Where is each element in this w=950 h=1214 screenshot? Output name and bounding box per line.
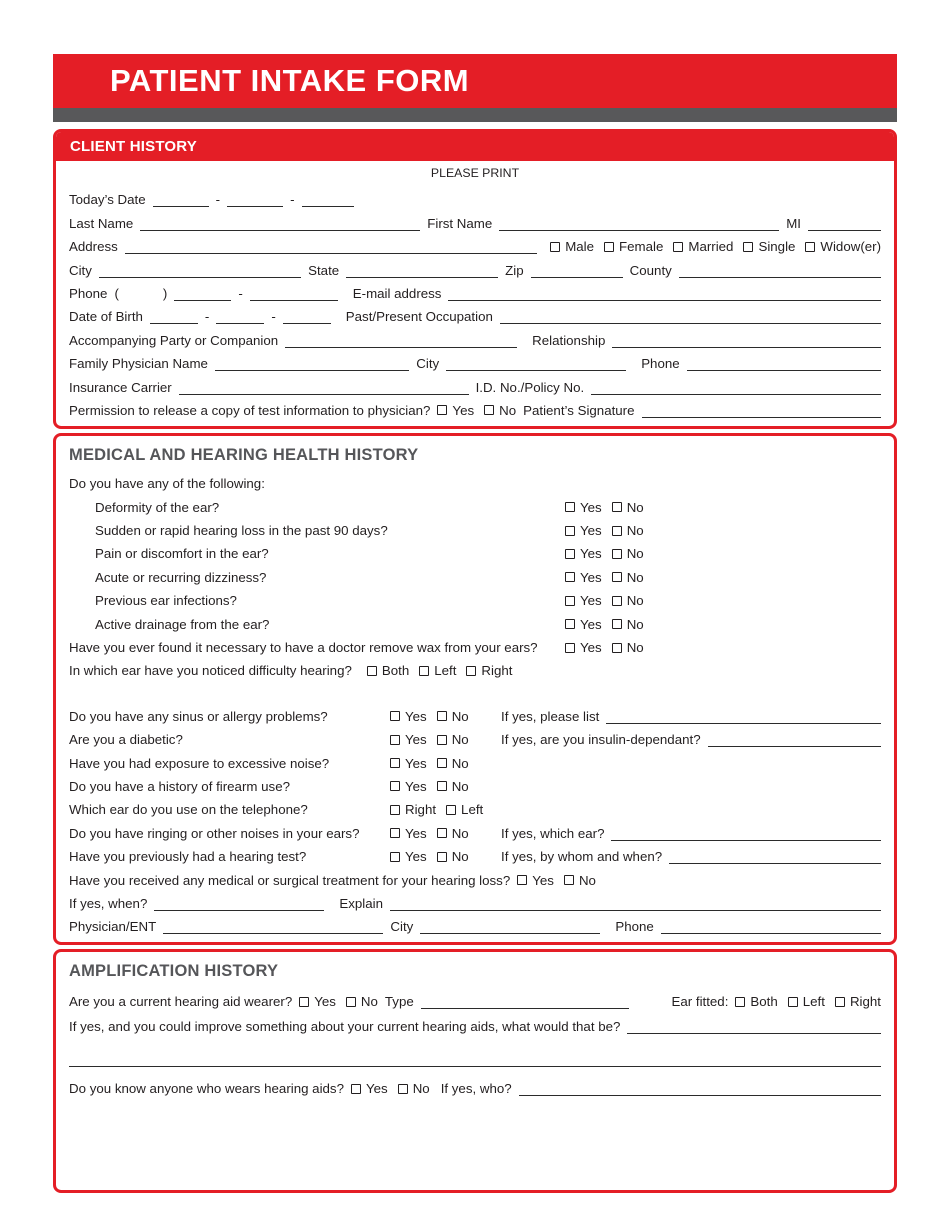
opt-label: No — [451, 755, 469, 771]
no-label: No — [626, 640, 644, 656]
county-label: County — [629, 262, 672, 278]
symptom1-no-option[interactable] — [612, 523, 644, 538]
address-label: Address — [69, 239, 118, 255]
ringing-yes-option[interactable] — [390, 826, 427, 841]
dob-day-field[interactable] — [216, 311, 264, 324]
improve-row — [69, 1009, 881, 1034]
symptom-question: Pain or discomfort in the ear? — [95, 546, 269, 562]
symptom1-yes-checkbox[interactable] — [565, 526, 575, 536]
ear-fitted-right-checkbox[interactable] — [835, 997, 845, 1007]
qa-row — [69, 700, 881, 723]
no-label: No — [626, 593, 644, 609]
first-name-label: First Name — [427, 215, 493, 231]
form-row — [69, 231, 881, 254]
marital-status-group — [550, 239, 881, 254]
improve-question: If yes, and you could improve something about your current hearing aids, what would that be? — [69, 1019, 621, 1035]
know-no-option[interactable] — [398, 1081, 430, 1096]
yes-label: Yes — [580, 593, 602, 609]
dob-label: Date of Birth — [69, 309, 143, 325]
yes-label: Yes — [580, 523, 602, 539]
followup-label: If yes, are you insulin-dependant? — [501, 732, 701, 748]
qa-question: Do you have ringing or other noises in your ears? — [69, 825, 360, 841]
mi-field[interactable] — [808, 218, 881, 231]
medical-history-content — [56, 436, 894, 942]
symptom4-no-option[interactable] — [612, 593, 644, 608]
permission-yes-checkbox[interactable] — [437, 405, 447, 415]
firearm-no-checkbox[interactable] — [437, 781, 447, 791]
phone-prefix-field[interactable] — [174, 288, 231, 301]
form-row — [69, 207, 881, 230]
yes-label: Yes — [580, 640, 602, 656]
permission-yes-option[interactable] — [437, 403, 474, 418]
dash: - — [215, 192, 221, 208]
married-label: Married — [688, 239, 734, 255]
female-checkbox[interactable] — [604, 242, 614, 252]
email-field[interactable] — [448, 288, 881, 301]
no-label: No — [360, 994, 378, 1010]
medical-history-section — [53, 433, 897, 945]
occupation-field[interactable] — [500, 311, 881, 324]
qa-question: Do you have a history of firearm use? — [69, 778, 290, 794]
dob-year-field[interactable] — [283, 311, 331, 324]
physician-phone-field[interactable] — [687, 358, 881, 371]
permission-no-checkbox[interactable] — [484, 405, 494, 415]
paren-close: ) — [162, 285, 168, 301]
symptom5-no-checkbox[interactable] — [612, 619, 622, 629]
by-whom-field[interactable] — [669, 851, 881, 864]
explain-field[interactable] — [390, 898, 881, 911]
explain-label: Explain — [339, 895, 383, 911]
no-label: No — [626, 569, 644, 585]
opt-label: Right — [405, 802, 437, 818]
ent-phone-field[interactable] — [661, 921, 881, 934]
symptom1-no-checkbox[interactable] — [612, 526, 622, 536]
title-underline-bar — [53, 108, 897, 122]
yes-label: Yes — [580, 499, 602, 515]
form-row — [69, 278, 881, 301]
qa-row — [69, 794, 881, 817]
symptom-question: Acute or recurring dizziness? — [95, 569, 267, 585]
telephone-left-option[interactable] — [446, 802, 483, 817]
firearm-yes-option[interactable] — [390, 779, 427, 794]
hearing-test-yes-checkbox[interactable] — [390, 852, 400, 862]
qa-row — [69, 817, 881, 840]
physician-ent-field[interactable] — [163, 921, 383, 934]
phone-line-field[interactable] — [250, 288, 338, 301]
form-row — [69, 395, 881, 418]
spacer — [69, 678, 881, 700]
opt-label: Yes — [405, 708, 427, 724]
symptom0-no-option[interactable] — [612, 500, 644, 515]
yes-label: Yes — [580, 616, 602, 632]
opt-label: No — [451, 732, 469, 748]
male-label: Male — [565, 239, 595, 255]
wax-yes-option[interactable] — [565, 640, 602, 655]
telephone-right-option[interactable] — [390, 802, 436, 817]
ent-city-label: City — [390, 919, 414, 935]
qa-question: Do you have any sinus or allergy problems? — [69, 708, 328, 724]
qa-row — [69, 747, 881, 770]
physician-phone-label: Phone — [641, 356, 680, 372]
last-name-field[interactable] — [140, 218, 420, 231]
know-no-checkbox[interactable] — [398, 1084, 408, 1094]
male-checkbox[interactable] — [550, 242, 560, 252]
title-bar — [53, 54, 897, 108]
difficulty-left-option[interactable] — [419, 663, 456, 678]
symptom4-yes-checkbox[interactable] — [565, 596, 575, 606]
both-label: Both — [750, 994, 778, 1010]
ear-fitted-label: Ear fitted: — [671, 994, 729, 1010]
diabetic-no-checkbox[interactable] — [437, 735, 447, 745]
form-row — [69, 254, 881, 277]
noise-yes-checkbox[interactable] — [390, 758, 400, 768]
sinus-yes-option[interactable] — [390, 709, 427, 724]
sinus-no-checkbox[interactable] — [437, 711, 447, 721]
noise-no-option[interactable] — [437, 756, 469, 771]
medical-history-title: MEDICAL AND HEARING HEALTH HISTORY — [69, 445, 419, 464]
diabetic-yes-option[interactable] — [390, 732, 427, 747]
symptom-row — [69, 515, 881, 538]
qa-question: Have you had exposure to excessive noise? — [69, 755, 330, 771]
difficulty-question: In which ear have you noticed difficulty hearing? — [69, 663, 352, 679]
treatment-question: Have you received any medical or surgical treatment for your hearing loss? — [69, 872, 511, 888]
yes-label: Yes — [314, 994, 336, 1010]
male-option[interactable] — [550, 239, 594, 254]
symptom-question: Active drainage from the ear? — [95, 616, 270, 632]
todays-date-month-field[interactable] — [153, 194, 209, 207]
opt-label: Yes — [405, 849, 427, 865]
form-row — [69, 324, 881, 347]
symptom-question: Sudden or rapid hearing loss in the past 90 days? — [95, 523, 388, 539]
family-physician-field[interactable] — [215, 358, 409, 371]
sinus-yes-checkbox[interactable] — [390, 711, 400, 721]
sinus-no-option[interactable] — [437, 709, 469, 724]
left-label: Left — [802, 994, 825, 1010]
todays-date-label: Today’s Date — [69, 192, 146, 208]
symptom2-no-checkbox[interactable] — [612, 549, 622, 559]
companion-label: Accompanying Party or Companion — [69, 332, 279, 348]
who-field[interactable] — [519, 1083, 881, 1096]
opt-label: Yes — [405, 732, 427, 748]
ear-fitted-both-checkbox[interactable] — [735, 997, 745, 1007]
treatment-yes-option[interactable] — [517, 873, 554, 888]
opt-label: No — [451, 825, 469, 841]
sinus-list-field[interactable] — [606, 711, 881, 724]
address-field[interactable] — [125, 241, 537, 254]
signature-label: Patient’s Signature — [523, 402, 635, 418]
single-label: Single — [758, 239, 796, 255]
dob-month-field[interactable] — [150, 311, 198, 324]
permission-no-option[interactable] — [484, 403, 516, 418]
form-row — [69, 348, 881, 371]
occupation-label: Past/Present Occupation — [345, 309, 493, 325]
symptom-row — [69, 585, 881, 608]
symptom3-no-checkbox[interactable] — [612, 572, 622, 582]
wax-question-row — [69, 632, 881, 655]
dash: - — [204, 309, 210, 325]
dash: - — [238, 285, 243, 301]
yes-label: Yes — [532, 872, 554, 888]
hearing-test-no-checkbox[interactable] — [437, 852, 447, 862]
client-history-header: CLIENT HISTORY — [56, 132, 894, 161]
right-label: Right — [481, 663, 513, 679]
improve-continued-row — [69, 1042, 881, 1067]
improve-field-line2[interactable] — [69, 1054, 881, 1067]
symptom1-yes-option[interactable] — [565, 523, 602, 538]
yes-label: Yes — [365, 1081, 388, 1097]
policy-label: I.D. No./Policy No. — [475, 379, 585, 395]
both-label: Both — [381, 663, 410, 679]
city-label: City — [69, 262, 92, 278]
single-checkbox[interactable] — [743, 242, 753, 252]
zip-field[interactable] — [531, 265, 623, 278]
symptom3-no-option[interactable] — [612, 570, 644, 585]
know-question: Do you know anyone who wears hearing aids? — [69, 1081, 344, 1097]
married-option[interactable] — [673, 239, 733, 254]
no-label: No — [626, 499, 644, 515]
type-field[interactable] — [421, 996, 629, 1009]
relationship-field[interactable] — [612, 335, 881, 348]
widower-checkbox[interactable] — [805, 242, 815, 252]
treatment-no-option[interactable] — [564, 873, 596, 888]
symptom-row — [69, 608, 881, 631]
diabetic-yes-checkbox[interactable] — [390, 735, 400, 745]
dash: - — [271, 309, 276, 325]
todays-date-day-field[interactable] — [227, 194, 283, 207]
signature-field[interactable] — [642, 405, 882, 418]
qa-question: Have you previously had a hearing test? — [69, 849, 307, 865]
ringing-no-checkbox[interactable] — [437, 828, 447, 838]
form-row — [69, 371, 881, 394]
ear-fitted-both-option[interactable] — [735, 994, 777, 1009]
ear-fitted-left-option[interactable] — [788, 994, 825, 1009]
mi-label: MI — [786, 215, 801, 231]
dash: - — [290, 192, 295, 208]
married-checkbox[interactable] — [673, 242, 683, 252]
followup-label: If yes, by whom and when? — [501, 849, 663, 865]
yes-label: Yes — [580, 569, 602, 585]
female-option[interactable] — [604, 239, 663, 254]
yes-label: Yes — [452, 402, 475, 418]
page-title: PATIENT INTAKE FORM — [110, 63, 470, 98]
symptom2-yes-option[interactable] — [565, 546, 602, 561]
physician-ent-label: Physician/ENT — [69, 919, 157, 935]
symptom0-no-checkbox[interactable] — [612, 502, 622, 512]
physician-city-field[interactable] — [446, 358, 626, 371]
first-name-field[interactable] — [499, 218, 779, 231]
when-row — [69, 888, 881, 911]
phone-label: Phone — [69, 285, 108, 301]
symptom2-no-option[interactable] — [612, 546, 644, 561]
symptom2-yes-checkbox[interactable] — [565, 549, 575, 559]
county-field[interactable] — [679, 265, 881, 278]
symptom-row — [69, 491, 881, 514]
opt-label: No — [451, 778, 469, 794]
insulin-field[interactable] — [708, 734, 881, 747]
wearer-yes-checkbox[interactable] — [299, 997, 309, 1007]
right-label: Right — [849, 994, 881, 1010]
improve-field[interactable] — [627, 1021, 881, 1034]
single-option[interactable] — [743, 239, 795, 254]
ent-city-field[interactable] — [420, 921, 600, 934]
no-label: No — [578, 872, 596, 888]
symptom5-no-option[interactable] — [612, 617, 644, 632]
when-field[interactable] — [154, 898, 324, 911]
difficulty-right-checkbox[interactable] — [466, 666, 476, 676]
physician-row — [69, 911, 881, 934]
widower-label: Widow(er) — [820, 239, 881, 255]
todays-date-year-field[interactable] — [302, 194, 354, 207]
wearer-no-option[interactable] — [346, 994, 378, 1009]
family-physician-label: Family Physician Name — [69, 356, 208, 372]
difficulty-right-option[interactable] — [466, 663, 512, 678]
relationship-label: Relationship — [532, 332, 606, 348]
qa-row — [69, 771, 881, 794]
insurance-label: Insurance Carrier — [69, 379, 172, 395]
type-label: Type — [384, 994, 414, 1010]
no-label: No — [626, 546, 644, 562]
wearer-row — [69, 984, 881, 1009]
state-label: State — [308, 262, 340, 278]
opt-label: No — [451, 708, 469, 724]
no-label: No — [626, 523, 644, 539]
amplification-history-section — [53, 949, 897, 1193]
symptom0-yes-checkbox[interactable] — [565, 502, 575, 512]
qa-question: Which ear do you use on the telephone? — [69, 802, 308, 818]
symptom3-yes-checkbox[interactable] — [565, 572, 575, 582]
opt-label: Yes — [405, 825, 427, 841]
wearer-no-checkbox[interactable] — [346, 997, 356, 1007]
when-label: If yes, when? — [69, 895, 148, 911]
difficulty-row — [69, 655, 881, 678]
symptom5-yes-checkbox[interactable] — [565, 619, 575, 629]
symptom4-yes-option[interactable] — [565, 593, 602, 608]
wax-no-checkbox[interactable] — [612, 643, 622, 653]
symptom-row — [69, 561, 881, 584]
form-row — [69, 301, 881, 324]
firearm-no-option[interactable] — [437, 779, 469, 794]
permission-label: Permission to release a copy of test information to physician? — [69, 402, 431, 418]
symptom5-yes-option[interactable] — [565, 617, 602, 632]
know-yes-option[interactable] — [351, 1081, 388, 1096]
treatment-no-checkbox[interactable] — [564, 875, 574, 885]
telephone-left-checkbox[interactable] — [446, 805, 456, 815]
ringing-no-option[interactable] — [437, 826, 469, 841]
state-field[interactable] — [346, 265, 498, 278]
no-label: No — [499, 402, 517, 418]
amplification-history-content — [56, 952, 894, 1190]
female-label: Female — [619, 239, 664, 255]
firearm-yes-checkbox[interactable] — [390, 781, 400, 791]
medical-intro-row — [69, 468, 881, 491]
form-row — [69, 184, 881, 207]
ear-fitted-right-option[interactable] — [835, 994, 881, 1009]
hearing-test-no-option[interactable] — [437, 849, 469, 864]
followup-label: If yes, please list — [501, 708, 600, 724]
know-yes-checkbox[interactable] — [351, 1084, 361, 1094]
ringing-yes-checkbox[interactable] — [390, 828, 400, 838]
policy-field[interactable] — [591, 382, 881, 395]
insurance-field[interactable] — [179, 382, 469, 395]
opt-label: No — [451, 849, 469, 865]
wearer-yes-option[interactable] — [299, 994, 336, 1009]
medical-intro: Do you have any of the following: — [69, 476, 265, 492]
symptom3-yes-option[interactable] — [565, 570, 602, 585]
difficulty-both-option[interactable] — [367, 663, 409, 678]
hearing-test-yes-option[interactable] — [390, 849, 427, 864]
difficulty-left-checkbox[interactable] — [419, 666, 429, 676]
which-ear-field[interactable] — [611, 828, 881, 841]
widower-option[interactable] — [805, 239, 881, 254]
opt-label: Yes — [405, 778, 427, 794]
paren-open: ( — [114, 285, 119, 301]
symptom-row — [69, 538, 881, 561]
city-field[interactable] — [99, 265, 301, 278]
no-label: No — [626, 616, 644, 632]
amplification-history-title: AMPLIFICATION HISTORY — [69, 962, 279, 981]
know-anyone-row — [69, 1071, 881, 1096]
who-label: If yes, who? — [440, 1081, 512, 1097]
wax-yes-checkbox[interactable] — [565, 643, 575, 653]
qa-row — [69, 841, 881, 864]
wax-question: Have you ever found it necessary to have a doctor remove wax from your ears? — [69, 640, 538, 656]
treatment-yes-checkbox[interactable] — [517, 875, 527, 885]
difficulty-both-checkbox[interactable] — [367, 666, 377, 676]
yes-label: Yes — [580, 546, 602, 562]
symptom-question: Deformity of the ear? — [95, 499, 220, 515]
wax-no-option[interactable] — [612, 640, 644, 655]
qa-question: Are you a diabetic? — [69, 732, 183, 748]
noise-yes-option[interactable] — [390, 756, 427, 771]
telephone-right-checkbox[interactable] — [390, 805, 400, 815]
companion-field[interactable] — [285, 335, 517, 348]
qa-row — [69, 724, 881, 747]
symptom4-no-checkbox[interactable] — [612, 596, 622, 606]
noise-no-checkbox[interactable] — [437, 758, 447, 768]
symptom-question: Previous ear infections? — [95, 593, 237, 609]
opt-label: Yes — [405, 755, 427, 771]
diabetic-no-option[interactable] — [437, 732, 469, 747]
treatment-row — [69, 864, 881, 887]
left-label: Left — [434, 663, 457, 679]
followup-label: If yes, which ear? — [501, 825, 605, 841]
zip-label: Zip — [505, 262, 524, 278]
client-history-section — [53, 129, 897, 429]
physician-city-label: City — [416, 356, 440, 372]
client-history-content — [56, 161, 894, 426]
symptom0-yes-option[interactable] — [565, 500, 602, 515]
please-print-note: PLEASE PRINT — [430, 166, 520, 180]
permission-options — [437, 403, 516, 418]
opt-label: Left — [461, 802, 484, 818]
no-label: No — [412, 1081, 430, 1097]
email-label: E-mail address — [352, 285, 442, 301]
wearer-question: Are you a current hearing aid wearer? — [69, 994, 293, 1010]
last-name-label: Last Name — [69, 215, 134, 231]
ent-phone-label: Phone — [615, 919, 654, 935]
ear-fitted-left-checkbox[interactable] — [788, 997, 798, 1007]
